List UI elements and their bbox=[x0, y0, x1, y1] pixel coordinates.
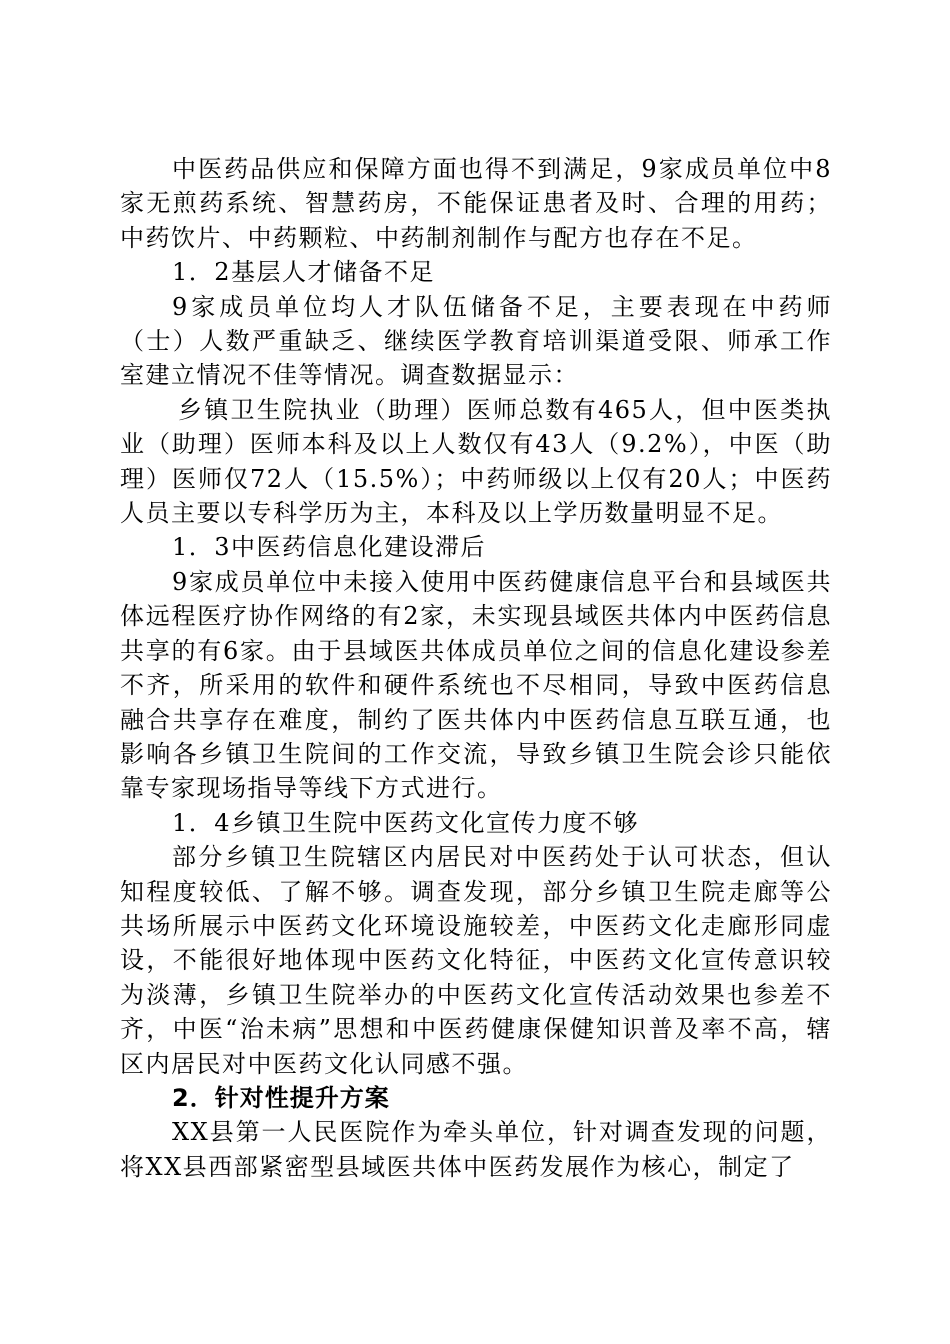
heading-talent-reserve: 1．2基层人才储备不足 bbox=[172, 258, 436, 287]
paragraph-culture-promotion: 部分乡镇卫生院辖区内居民对中医药处于认可状态，但认知程度较低、了解不够。调查发现，部分乡镇卫生院走廊等公共场所展示中医药文化环境设施较差，中医药文化走廊形同虚设，不能很好地体现中医药文化特征，中医药文化宣传意识较为淡薄，乡镇卫生院举办的中医药文化宣传活动效果也参差不齐，中医“治未病”思想和中医药健康保健知识普及率不高，辖区内居民对中医药文化认同感不强。 bbox=[120, 843, 832, 1078]
paragraph-survey-data: 乡镇卫生院执业（助理）医师总数有465人，但中医类执业（助理）医师本科及以上人数仅有43人（9.2%），中医（助理）医师仅72人（15.5%）；中药师级以上仅有20人；中医药人员主要以专科学历为主，本科及以上学历数量明显不足。 bbox=[120, 395, 832, 528]
paragraph-improvement-plan: XX县第一人民医院作为牵头单位，针对调查发现的问题，将XX县西部紧密型县域医共体中医药发展作为核心，制定了 bbox=[120, 1118, 832, 1181]
heading-culture-promotion: 1．4乡镇卫生院中医药文化宣传力度不够 bbox=[172, 808, 640, 837]
paragraph-drug-supply: 中医药品供应和保障方面也得不到满足，9家成员单位中8家无煎药系统、智慧药房，不能保证患者及时、合理的用药；中药饮片、中药颗粒、中药制剂制作与配方也存在不足。 bbox=[120, 155, 832, 252]
paragraph-talent-reserve: 9家成员单位均人才队伍储备不足，主要表现在中药师（士）人数严重缺乏、继续医学教育培训渠道受限、师承工作室建立情况不佳等情况。调查数据显示： bbox=[120, 292, 832, 390]
document-page bbox=[120, 152, 832, 1184]
paragraph-informatization: 9家成员单位中未接入使用中医药健康信息平台和县域医共体远程医疗协作网络的有2家，未实现县域医共体内中医药信息共享的有6家。由于县域医共体成员单位之间的信息化建设参差不齐，所采用的软件和硬件系统也不尽相同，导致中医药信息融合共享存在难度，制约了医共体内中医药信息互联互通，也影响各乡镇卫生院间的工作交流，导致乡镇卫生院会诊只能依靠专家现场指导等线下方式进行。 bbox=[120, 567, 832, 803]
heading-improvement-plan: 2．针对性提升方案 bbox=[172, 1083, 390, 1112]
heading-informatization: 1．3中医药信息化建设滞后 bbox=[172, 533, 487, 562]
